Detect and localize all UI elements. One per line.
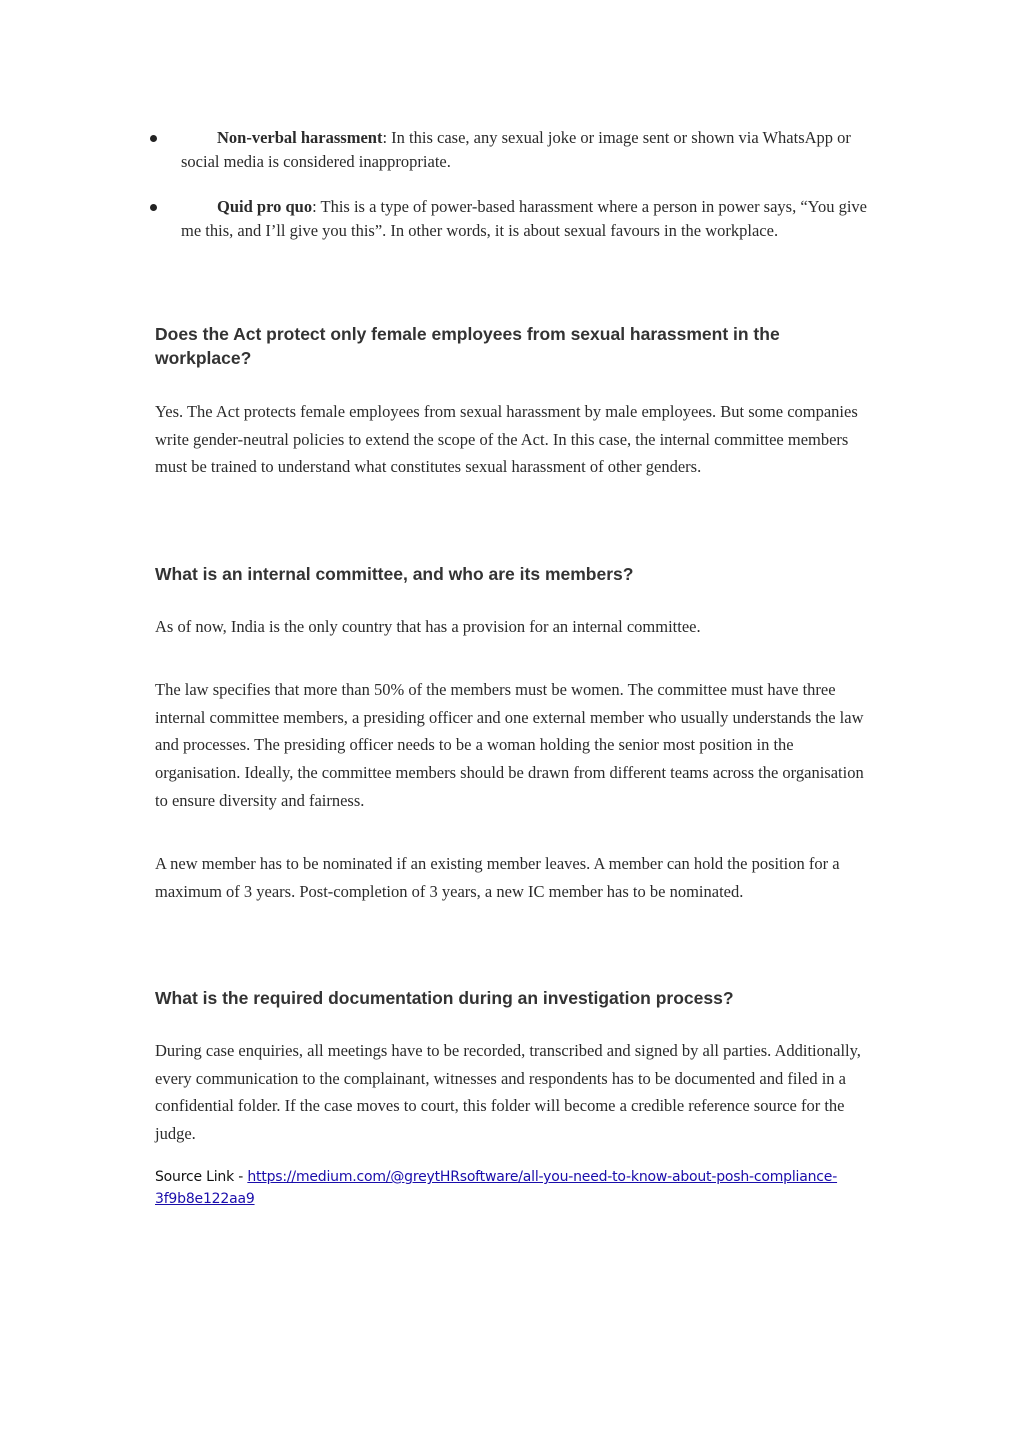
paragraph-committee-members: The law specifies that more than 50% of the members must be women. The committee must have three internal committee members, a presiding officer and one external member who usually understands the law and processes. The presiding officer needs to be a woman holding the senior most position in the organisation. Ideally, the committee members should be drawn from different teams across the organisation to ensure diversity and fairness. [155,680,864,810]
paragraph-documentation: During case enquiries, all meetings have to be recorded, transcribed and signed by all parties. Additionally, every communication to the complainant, witnesses and respondents has to be documented and filed in a confidential folder. If the case moves to court, this folder will become a credible reference source for the judge. [155,1041,861,1144]
paragraph-act-protection: Yes. The Act protects female employees from sexual harassment by male employees. But some companies write gender-neutral policies to extend the scope of the Act. In this case, the internal committee members must be trained to understand what constitutes sexual harassment of other genders. [155,402,858,477]
bullet-term: Quid pro quo [217,197,313,216]
harassment-types-list [145,126,875,264]
source-url-link[interactable]: https://medium.com/@greytHRsoftware/all-you-need-to-know-about-posh-compliance-3f9b8e122aa9 [155,1169,838,1207]
bullet-term: Non-verbal harassment [217,128,383,147]
source-link-line [155,1166,875,1210]
list-item [145,195,875,243]
list-item [145,126,875,174]
heading-internal-committee: What is an internal committee, and who are its members? [155,564,634,584]
paragraph-committee-intro: As of now, India is the only country that has a provision for an internal committee. [155,617,701,636]
heading-documentation: What is the required documentation during an investigation process? [155,988,734,1008]
paragraph-committee-nomination: A new member has to be nominated if an existing member leaves. A member can hold the position for a maximum of 3 years. Post-completion of 3 years, a new IC member has to be nominated. [155,854,840,901]
bullet-icon [150,204,157,211]
bullet-text: : In this case, any sexual joke or image sent or shown via WhatsApp or social media is considered inappropriate. [181,128,851,171]
source-label: Source Link - [155,1169,248,1185]
bullet-icon [150,135,157,142]
heading-act-protection: Does the Act protect only female employees from sexual harassment in the workplace? [155,324,780,368]
bullet-text: : This is a type of power-based harassment where a person in power says, “You give me this, and I’ll give you this”. In other words, it is about sexual favours in the workplace. [181,197,867,240]
